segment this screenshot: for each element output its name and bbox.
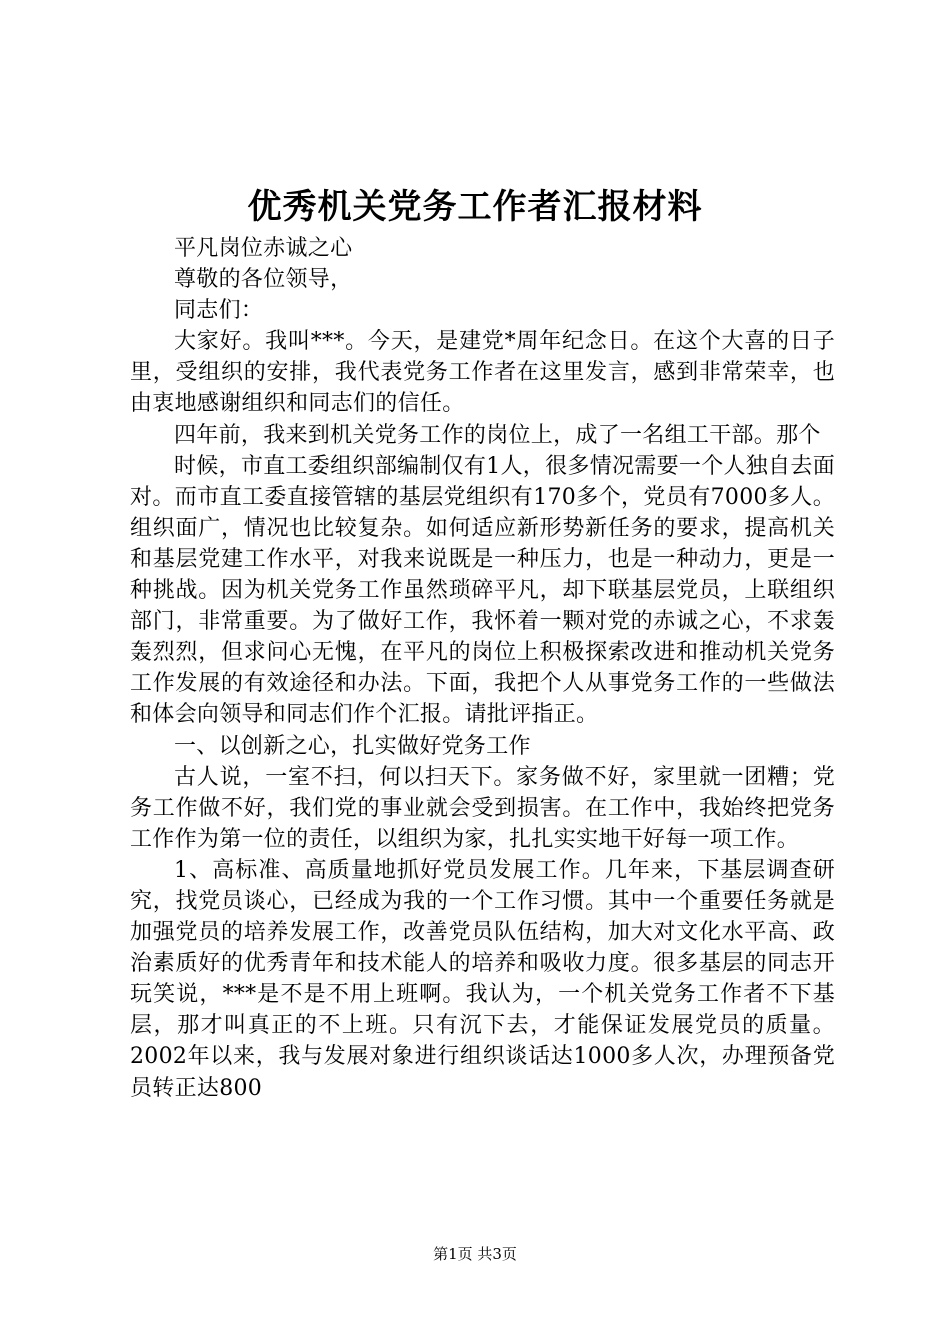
paragraph-subtitle: 平凡岗位赤诚之心 xyxy=(174,236,353,261)
paragraph: 四年前，我来到机关党务工作的岗位上，成了一名组工干部。那个 xyxy=(174,422,821,448)
document-title: 优秀机关党务工作者汇报材料 xyxy=(247,187,703,227)
paragraph: 时候，市直工委组织部编制仅有1人，很多情况需要一个人独自去面对。而市直工委直接管辖的基层党组织有170多个，党员有7000多人。组织面广，情况也比较复杂。如何适应新形势新任务的要求，提高机关和基层党建工作水平，对我来说既是一种压力，也是一种动力，更是一种挑战。因为机关党务工作虽然琐碎平凡，却下联基层党员，上联组织部门，非常重要。为了做好工作，我怀着一颗对党的赤诚之心，不求轰轰烈烈，但求问心无愧，在平凡的岗位上积极探索改进和推动机关党务工作发展的有效途径和办法。下面，我把个人从事党务工作的一些做法和体会向领导和同志们作个汇报。请批评指正。 xyxy=(130,453,835,728)
paragraph: 古人说，一室不扫，何以扫天下。家务做不好，家里就一团糟；党务工作做不好，我们党的事业就会受到损害。在工作中，我始终把党务工作作为第一位的责任，以组织为家，扎扎实实地干好每一项工作。 xyxy=(130,764,835,852)
page-footer: 第1页 共3页 xyxy=(433,1245,517,1263)
document-body xyxy=(130,233,835,1104)
paragraph: 大家好。我叫***。今天，是建党*周年纪念日。在这个大喜的日子里，受组织的安排，我代表党务工作者在这里发言，感到非常荣幸，也由衷地感谢组织和同志们的信任。 xyxy=(130,329,835,417)
paragraph: 1、高标准、高质量地抓好党员发展工作。几年来，下基层调查研究，找党员谈心，已经成为我的一个工作习惯。其中一个重要任务就是加强党员的培养发展工作，改善党员队伍结构，加大对文化水平高、政治素质好的优秀青年和技术能人的培养和吸收力度。很多基层的同志开玩笑说，***是不是不用上班啊。我认为，一个机关党务工作者不下基层，那才叫真正的不上班。只有沉下去，才能保证发展党员的质量。2002年以来，我与发展对象进行组织谈话达1000多人次，办理预备党员转正达800 xyxy=(130,857,835,1101)
paragraph-salutation: 尊敬的各位领导， xyxy=(174,267,353,293)
section-heading: 一、以创新之心，扎实做好党务工作 xyxy=(174,733,531,759)
paragraph-salutation-2: 同志们： xyxy=(174,298,264,324)
